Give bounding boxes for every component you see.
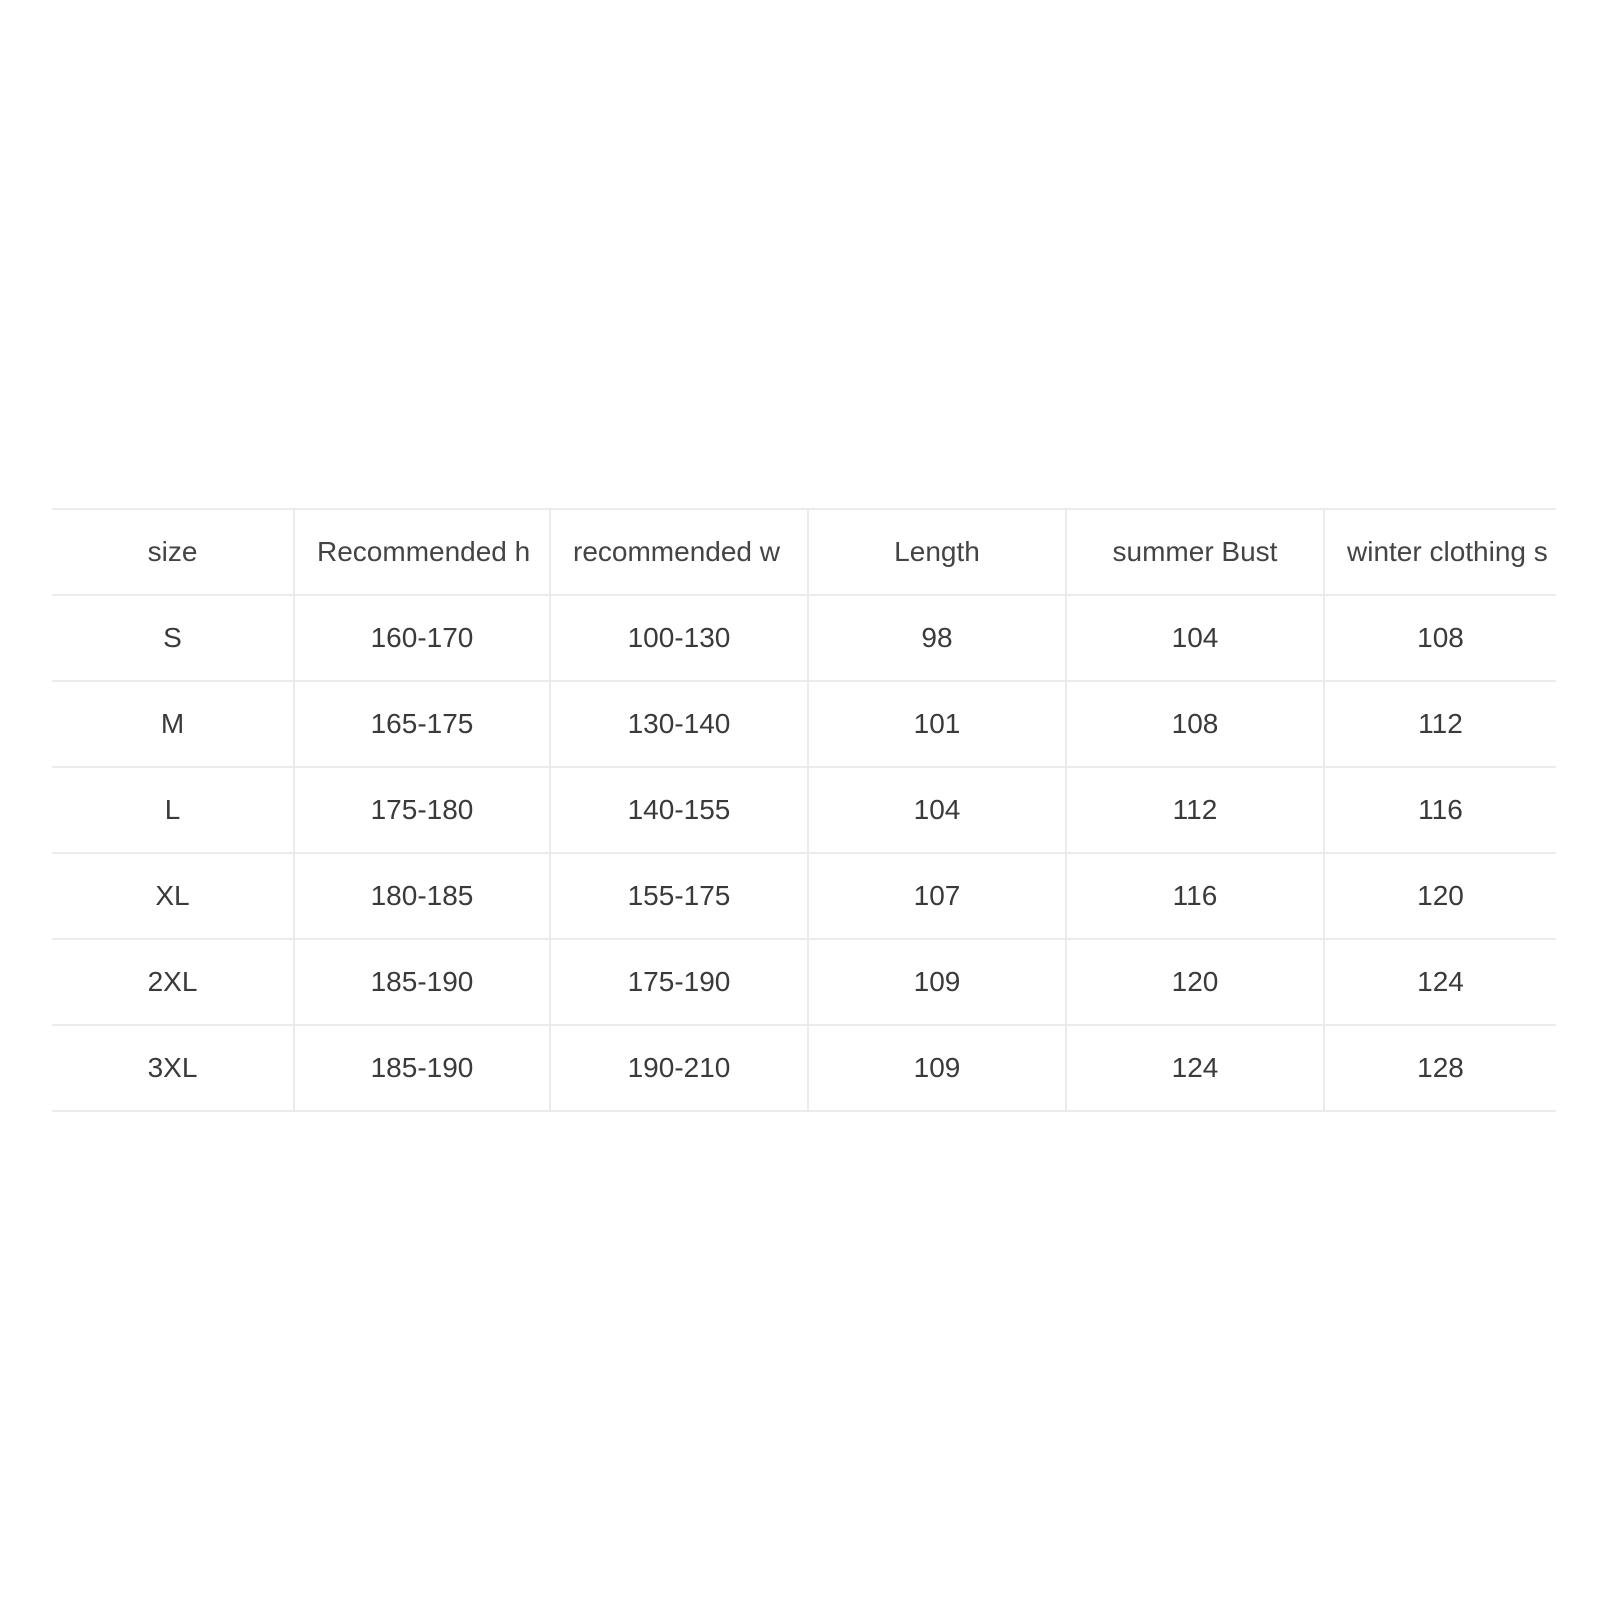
cell-height: 160-170 bbox=[294, 595, 550, 681]
header-recommended-height: Recommended h bbox=[294, 509, 550, 595]
cell-height: 175-180 bbox=[294, 767, 550, 853]
cell-height: 185-190 bbox=[294, 1025, 550, 1111]
cell-height: 180-185 bbox=[294, 853, 550, 939]
cell-size: S bbox=[52, 595, 294, 681]
cell-summer-bust: 120 bbox=[1066, 939, 1324, 1025]
cell-winter-clothing: 120 bbox=[1324, 853, 1556, 939]
header-winter-clothing: winter clothing s bbox=[1324, 509, 1556, 595]
cell-summer-bust: 112 bbox=[1066, 767, 1324, 853]
cell-weight: 130-140 bbox=[550, 681, 808, 767]
cell-summer-bust: 104 bbox=[1066, 595, 1324, 681]
cell-weight: 155-175 bbox=[550, 853, 808, 939]
cell-winter-clothing: 116 bbox=[1324, 767, 1556, 853]
cell-size: M bbox=[52, 681, 294, 767]
cell-length: 104 bbox=[808, 767, 1066, 853]
cell-weight: 140-155 bbox=[550, 767, 808, 853]
cell-winter-clothing: 108 bbox=[1324, 595, 1556, 681]
cell-summer-bust: 116 bbox=[1066, 853, 1324, 939]
table-row bbox=[52, 595, 1556, 681]
cell-summer-bust: 108 bbox=[1066, 681, 1324, 767]
cell-size: L bbox=[52, 767, 294, 853]
cell-weight: 100-130 bbox=[550, 595, 808, 681]
cell-length: 109 bbox=[808, 939, 1066, 1025]
table-row bbox=[52, 939, 1556, 1025]
cell-length: 98 bbox=[808, 595, 1066, 681]
cell-length: 107 bbox=[808, 853, 1066, 939]
table-row bbox=[52, 1025, 1556, 1111]
cell-summer-bust: 124 bbox=[1066, 1025, 1324, 1111]
cell-size: XL bbox=[52, 853, 294, 939]
cell-length: 101 bbox=[808, 681, 1066, 767]
cell-size: 2XL bbox=[52, 939, 294, 1025]
header-recommended-weight: recommended w bbox=[550, 509, 808, 595]
cell-weight: 175-190 bbox=[550, 939, 808, 1025]
table-row bbox=[52, 853, 1556, 939]
header-length: Length bbox=[808, 509, 1066, 595]
table-row bbox=[52, 681, 1556, 767]
cell-length: 109 bbox=[808, 1025, 1066, 1111]
size-chart-table bbox=[52, 508, 1556, 1112]
cell-height: 185-190 bbox=[294, 939, 550, 1025]
header-size: size bbox=[52, 509, 294, 595]
cell-winter-clothing: 112 bbox=[1324, 681, 1556, 767]
table-header-row bbox=[52, 509, 1556, 595]
cell-height: 165-175 bbox=[294, 681, 550, 767]
cell-winter-clothing: 124 bbox=[1324, 939, 1556, 1025]
cell-winter-clothing: 128 bbox=[1324, 1025, 1556, 1111]
table-row bbox=[52, 767, 1556, 853]
cell-weight: 190-210 bbox=[550, 1025, 808, 1111]
header-summer-bust: summer Bust bbox=[1066, 509, 1324, 595]
cell-size: 3XL bbox=[52, 1025, 294, 1111]
